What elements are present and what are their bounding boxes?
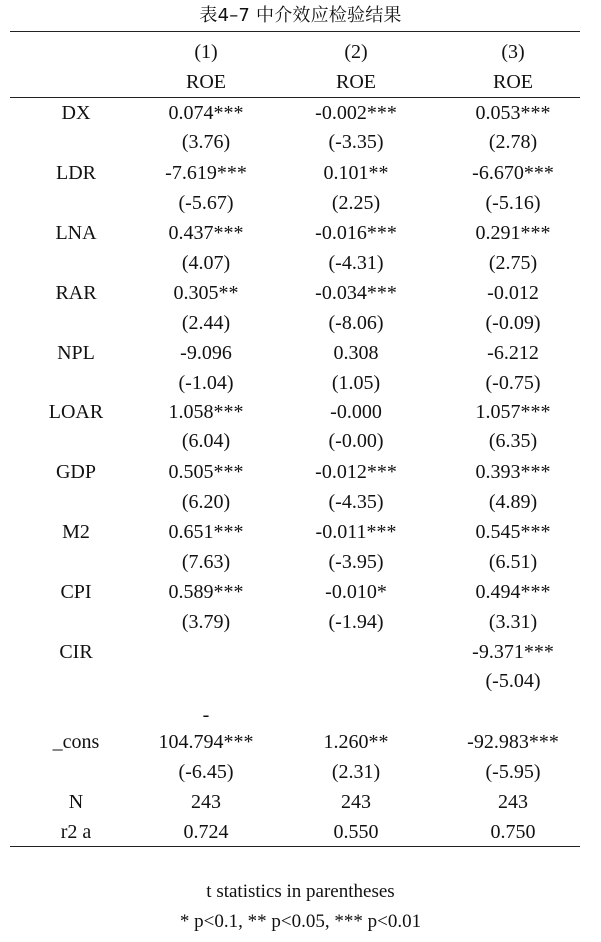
- table-cell: r2 a: [60, 821, 92, 843]
- table-row: [0, 666, 601, 696]
- table-row: [0, 700, 601, 730]
- table-cell: 0.505***: [168, 461, 244, 483]
- table-row: [0, 98, 601, 128]
- table-cell: DX: [61, 102, 91, 124]
- table-row: [0, 188, 601, 218]
- table-cell: (4.89): [488, 491, 538, 513]
- header-row-depvars: [0, 67, 601, 97]
- table-row: [0, 637, 601, 667]
- table-cell: (7.63): [181, 551, 231, 573]
- table-cell: (-3.35): [328, 131, 384, 153]
- table-cell: -9.371***: [472, 641, 554, 663]
- table-cell: 104.794***: [158, 731, 254, 753]
- header-cell: ROE: [186, 71, 226, 93]
- table-cell: 0.308: [333, 342, 379, 364]
- table-cell: -6.670***: [472, 162, 554, 184]
- table-row: [0, 607, 601, 637]
- table-cell: (-5.95): [485, 761, 541, 783]
- table-cell: 0.550: [333, 821, 379, 843]
- table-cell: 0.589***: [168, 581, 244, 603]
- table-cell: (-1.04): [178, 372, 234, 394]
- table-row: [0, 547, 601, 577]
- table-row: [0, 757, 601, 787]
- table-cell: 243: [191, 791, 221, 813]
- table-cell: 0.053***: [475, 102, 551, 124]
- table-cell: 0.437***: [168, 222, 244, 244]
- table-cell: -9.096: [180, 342, 232, 364]
- table-cell: (-0.09): [485, 312, 541, 334]
- header-cell: ROE: [493, 71, 533, 93]
- table-cell: (2.44): [181, 312, 231, 334]
- table-cell: -0.034***: [315, 282, 397, 304]
- table-cell: _cons: [52, 731, 100, 753]
- header-cell: (1): [194, 41, 218, 63]
- table-cell: LOAR: [48, 401, 104, 423]
- table-cell: (3.31): [488, 611, 538, 633]
- table-cell: -92.983***: [467, 731, 559, 753]
- table-cell: GDP: [55, 461, 96, 483]
- table-row: [0, 517, 601, 547]
- table-row: [0, 338, 601, 368]
- table-cell: 243: [341, 791, 371, 813]
- table-row: [0, 817, 601, 847]
- table-cell: 0.724: [183, 821, 229, 843]
- table-cell: (-1.94): [328, 611, 384, 633]
- table-cell: 1.058***: [168, 401, 244, 423]
- table-cell: (3.76): [181, 131, 231, 153]
- table-cell: 0.291***: [475, 222, 551, 244]
- table-cell: (2.25): [331, 192, 381, 214]
- table-cell: (6.20): [181, 491, 231, 513]
- table-cell: -0.010*: [325, 581, 387, 603]
- table-cell: LDR: [56, 162, 96, 184]
- table-cell: (-8.06): [328, 312, 384, 334]
- table-cell: CIR: [59, 641, 93, 663]
- table-cell: -0.011***: [315, 521, 397, 543]
- table-cell: 243: [498, 791, 528, 813]
- header-row-numbers: [0, 37, 601, 67]
- table-cell: CPI: [60, 581, 92, 603]
- table-cell: 0.101**: [323, 162, 389, 184]
- table-row: [0, 397, 601, 427]
- table-cell: (-5.67): [178, 192, 234, 214]
- table-cell: (-3.95): [328, 551, 384, 573]
- table-row: [0, 308, 601, 338]
- table-cell: LNA: [55, 222, 97, 244]
- table-cell: (2.31): [331, 761, 381, 783]
- table-row: [0, 248, 601, 278]
- table-cell: 0.074***: [168, 102, 244, 124]
- table-note: t statistics in parentheses: [206, 881, 395, 902]
- table-cell: -6.212: [487, 342, 539, 364]
- table-note: * p<0.1, ** p<0.05, *** p<0.01: [179, 911, 422, 932]
- table-cell: 0.545***: [475, 521, 551, 543]
- table-cell: 1.057***: [475, 401, 551, 423]
- table-row: [0, 577, 601, 607]
- table-cell: (-4.35): [328, 491, 384, 513]
- table-cell: 1.260**: [323, 731, 389, 753]
- table-cell: (6.04): [181, 430, 231, 452]
- table-row: [0, 158, 601, 188]
- table-cell: -0.012***: [315, 461, 397, 483]
- table-row: [0, 727, 601, 757]
- table-cell: (2.78): [488, 131, 538, 153]
- table-cell: RAR: [55, 282, 97, 304]
- table-cell: -7.619***: [165, 162, 247, 184]
- table-cell: (4.07): [181, 252, 231, 274]
- table-cell: -0.016***: [315, 222, 397, 244]
- header-cell: (3): [501, 41, 525, 63]
- table-row: [0, 487, 601, 517]
- table-cell: (6.35): [488, 430, 538, 452]
- table-cell: (3.79): [181, 611, 231, 633]
- table-cell: -0.000: [330, 401, 382, 423]
- table-cell: M2: [62, 521, 90, 543]
- table-cell: 0.750: [490, 821, 536, 843]
- table-row: [0, 426, 601, 456]
- table-row: [0, 218, 601, 248]
- table-cell: NPL: [57, 342, 95, 364]
- table-cell: (-0.75): [485, 372, 541, 394]
- table-cell: (-6.45): [178, 761, 234, 783]
- table-cell: 0.494***: [475, 581, 551, 603]
- table-cell: -: [202, 704, 210, 726]
- header-cell: ROE: [336, 71, 376, 93]
- table-cell: 0.651***: [168, 521, 244, 543]
- table-row: [0, 787, 601, 817]
- table-cell: (2.75): [488, 252, 538, 274]
- table-cell: (-0.00): [328, 430, 384, 452]
- table-cell: 0.393***: [475, 461, 551, 483]
- table-cell: (-5.04): [485, 670, 541, 692]
- table-cell: -0.002***: [315, 102, 397, 124]
- table-title: 表4–7 中介效应检验结果: [199, 5, 402, 26]
- table-row: [0, 278, 601, 308]
- table-cell: -0.012: [487, 282, 539, 304]
- table-cell: (6.51): [488, 551, 538, 573]
- table-row: [0, 457, 601, 487]
- table-cell: 0.305**: [173, 282, 239, 304]
- header-cell: (2): [344, 41, 368, 63]
- table-cell: (-5.16): [485, 192, 541, 214]
- table-cell: N: [68, 791, 84, 813]
- table-cell: (-4.31): [328, 252, 384, 274]
- table-row: [0, 127, 601, 157]
- table-row: [0, 368, 601, 398]
- table-cell: (1.05): [331, 372, 381, 394]
